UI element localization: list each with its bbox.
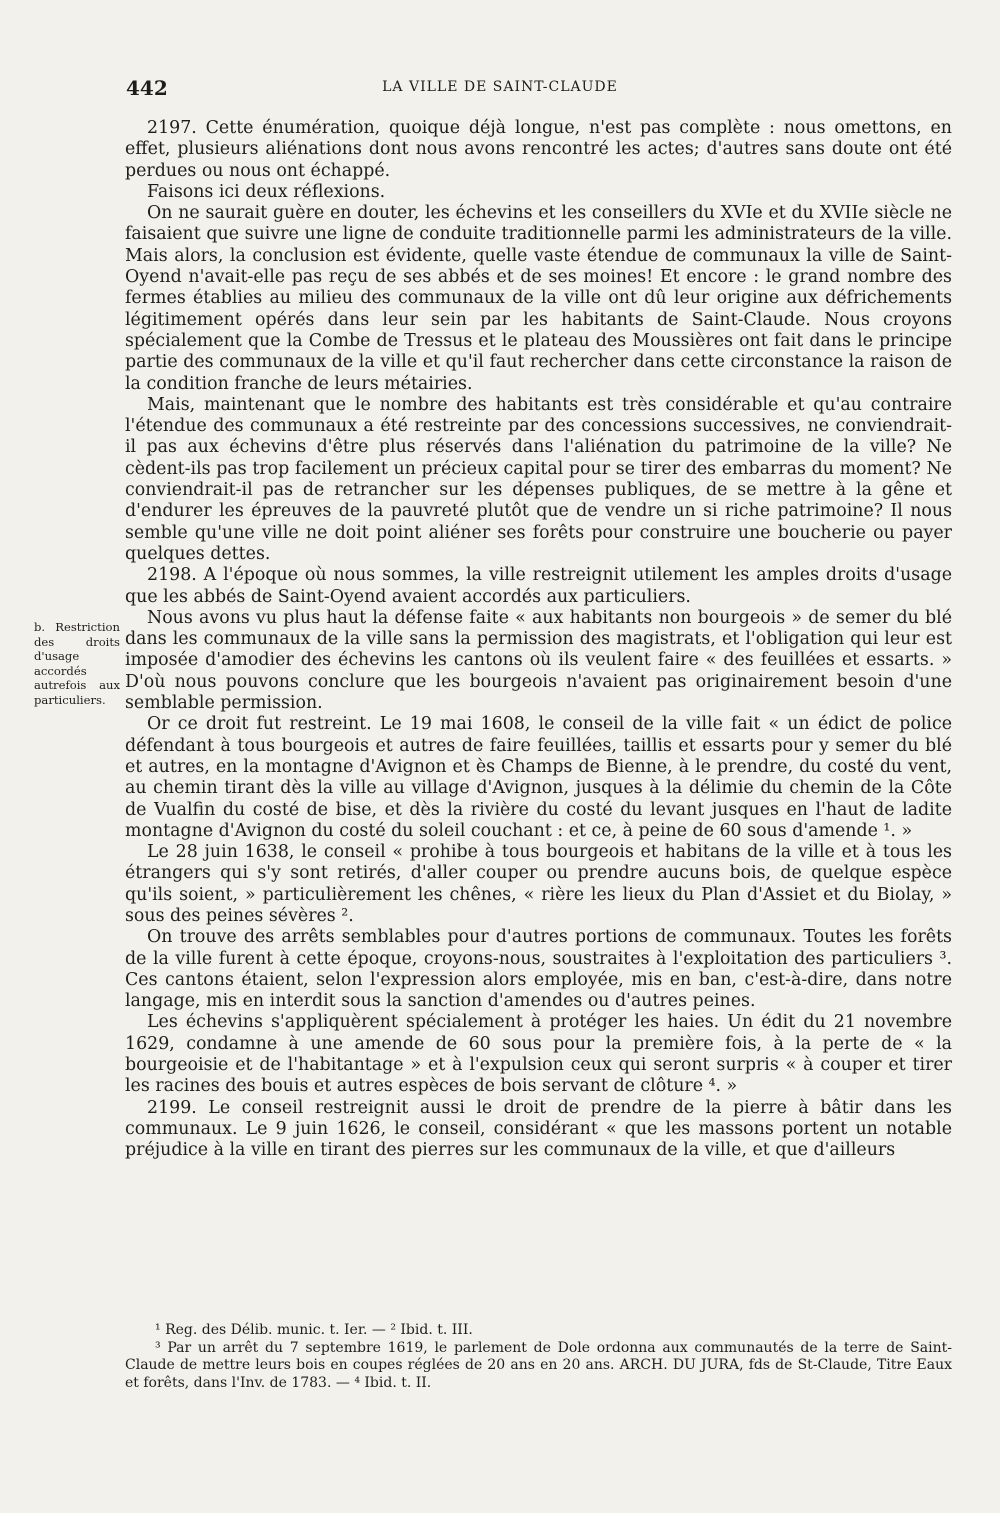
running-head: LA VILLE DE SAINT-CLAUDE [382, 79, 618, 95]
paragraph: Mais, maintenant que le nombre des habitants est très considérable et qu'au contraire l'étendue des communaux a été restreinte par des concessions successives, ne conviendrait-il pas aux échevins d'être plus réservés dans l'aliénation du patrimoine de la ville? Ne cèdent-ils pas trop facilement un précieux capital pour se tirer des embarras du moment? Ne conviendrait-il pas de retrancher sur les dépenses publiques, de se mettre à la gêne et d'endurer les épreuves de la pauvreté plutôt que de vendre un si riche patrimoine? Il nous semble qu'une ville ne doit point aliéner ses forêts pour construire une boucherie ou payer quelques dettes. [125, 394, 952, 564]
footnote: ³ Par un arrêt du 7 septembre 1619, le parlement de Dole ordonna aux communautés de la terre de Saint-Claude de mettre leurs bois en coupes réglées de 20 ans en 20 ans. ARCH. DU JURA, fds de St-Claude, Titre Eaux et forêts, dans l'Inv. de 1783. — ⁴ Ibid. t. II. [125, 1339, 952, 1391]
paragraph-2197: 2197. Cette énumération, quoique déjà longue, n'est pas complète : nous omettons, en effet, plusieurs aliénations dont nous avons rencontré les actes; d'autres sans doute ont été perdues ou nous ont échappé. [125, 118, 952, 181]
paragraph-2199: 2199. Le conseil restreignit aussi le droit de prendre de la pierre à bâtir dans les communaux. Le 9 juin 1626, le conseil, considérant « que les massons portent un notable préjudice à la ville en tirant des pierres sur les communaux de la ville, et que d'ailleurs [125, 1097, 952, 1161]
paragraph: Nous avons vu plus haut la défense faite « aux habitants non bourgeois » de semer du blé dans les communaux de la ville sans la permission des magistrats, et l'obligation qui leur est imposée d'amodier des échevins les cantons où ils veulent faire « des feuillées et essarts. » D'où nous pouvons conclure que les bourgeois n'avaient pas originairement besoin d'une semblable permission. [125, 607, 952, 714]
paragraph: On ne saurait guère en douter, les échevins et les conseillers du XVIe et du XVIIe siècle ne faisaient que suivre une ligne de conduite traditionnelle parmi les administrateurs de la ville. Mais alors, la conclusion est évidente, quelle vaste étendue de communaux la ville de Saint-Oyend n'avait-elle pas reçu de ses abbés et de ses moines! Et encore : le grand nombre des fermes établies au milieu des communaux de la ville ont dû leur origine aux défrichements légitimement opérés dans leur sein par les habitants de Saint-Claude. Nous croyons spécialement que la Combe de Tressus et le plateau des Moussières ont fait dans le principe partie des communaux de la ville et qu'il faut rechercher dans cette circonstance la raison de la condition franche de leurs métairies. [125, 203, 952, 394]
paragraph-2198: 2198. A l'époque où nous sommes, la ville restreignit utilement les amples droits d'usage que les abbés de Saint-Oyend avaient accordés aux particuliers. [125, 565, 952, 607]
footnote: ¹ Reg. des Délib. munic. t. Ier. — ² Ibid. t. III. [155, 1322, 473, 1338]
paragraph: Or ce droit fut restreint. Le 19 mai 1608, le conseil de la ville fait « un édict de police défendant à tous bourgeois et autres de faire feuillées, taillis et essarts pour y semer du blé et autres, en la montagne d'Avignon et ès Champs de Bienne, à le prendre, du costé du vent, au chemin tirant dès la ville au village d'Avignon, jusques à la délimie du chemin de la Côte de Vualfin du costé de bise, et dès la rivière du costé du levant jusques en l'haut de ladite montagne d'Avignon du costé du soleil couchant : et ce, à peine de 60 sous d'amende ¹. » [125, 714, 952, 841]
body-text [125, 118, 952, 1162]
paragraph: Le 28 juin 1638, le conseil « prohibe à tous bourgeois et habitans de la ville et à tous les étrangers qui s'y sont retirés, d'aller couper ou prendre aucuns bois, de quelque espèce qu'ils soient, » particulièrement les chênes, « rière les lieux du Plan d'Assiet et du Biolay, » sous des peines sévères ². [125, 842, 952, 926]
margin-note: b. Restriction des droits d'usage accordés autrefois aux particuliers. [34, 620, 120, 707]
paragraph: Les échevins s'appliquèrent spécialement à protéger les haies. Un édit du 21 novembre 1629, condamne à une amende de 60 sous pour la première fois, à la perte de « la bourgeoisie et de l'habitantage » et à l'expulsion ceux qui seront surpris « à couper et tirer les racines des bouis et autres espèces de bois servant de clôture ⁴. » [125, 1012, 952, 1097]
paragraph: On trouve des arrêts semblables pour d'autres portions de communaux. Toutes les forêts de la ville furent à cette époque, croyons-nous, soustraites à l'exploitation des particuliers ³. Ces cantons étaient, selon l'expression alors employée, mis en ban, c'est-à-dire, dans notre langage, mis en interdit sous la sanction d'amendes ou d'autres peines. [125, 927, 952, 1012]
paragraph: Faisons ici deux réflexions. [147, 181, 386, 202]
page-header [0, 76, 1000, 102]
footnotes [125, 1322, 952, 1392]
page-number: 442 [126, 76, 168, 100]
